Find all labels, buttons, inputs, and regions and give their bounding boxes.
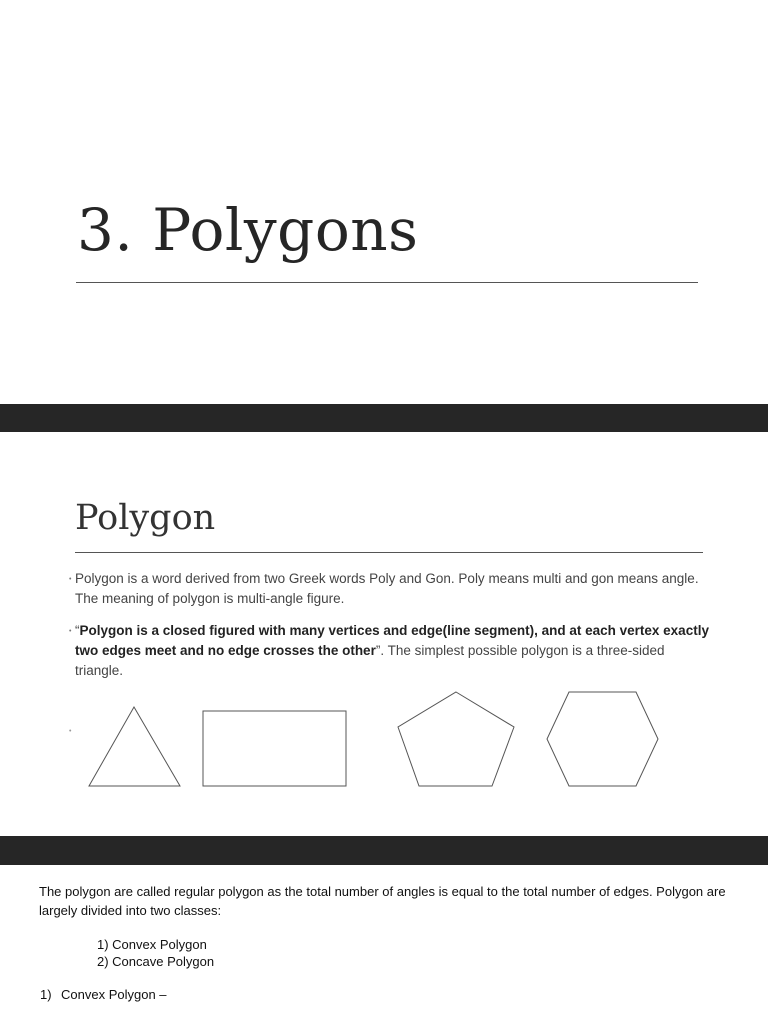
page-divider xyxy=(0,836,768,865)
title-underline xyxy=(75,552,703,553)
pentagon-shape xyxy=(398,692,514,786)
page-divider xyxy=(0,404,768,432)
list-item: 1) Convex Polygon xyxy=(97,937,207,952)
hexagon-shape xyxy=(547,692,658,786)
bullet-icon: • xyxy=(69,728,72,735)
polygon-classes-list xyxy=(97,936,214,970)
bullet-bold-text: Polygon is a closed figured with many vertices and edge(line segment), and at each vertex exactly two edges meet and no edge crosses the other xyxy=(75,623,709,658)
paragraph: The polygon are called regular polygon as the total number of angles is equal to the total number of edges. Polygon are largely divided into two classes: xyxy=(39,884,726,918)
bullet-icon: • xyxy=(69,628,72,635)
sub-heading-text: Convex Polygon – xyxy=(61,987,167,1002)
polygon-shapes xyxy=(0,682,768,802)
list-item: 2) Concave Polygon xyxy=(97,954,215,969)
open-quote: “ xyxy=(75,623,80,638)
bullet-text: ”. The simplest possible polygon is a three-sided triangle. xyxy=(75,643,665,678)
triangle-shape xyxy=(89,707,180,786)
slide-title: 3. Polygons xyxy=(77,196,419,264)
bullet-icon: • xyxy=(69,576,72,583)
sub-heading xyxy=(40,987,167,1002)
bullet-item xyxy=(69,621,715,681)
title-slide xyxy=(0,0,768,404)
title-underline xyxy=(76,282,698,283)
polygon-slide xyxy=(0,432,768,836)
text-page xyxy=(0,865,768,1024)
bullet-item xyxy=(69,569,715,609)
sub-heading-number: 1) xyxy=(40,987,52,1002)
rectangle-shape xyxy=(203,711,346,786)
bullet-text: Polygon is a word derived from two Greek words Poly and Gon. Poly means multi and gon means angle. The meaning of polygon is multi-angle figure. xyxy=(75,571,699,606)
slide-title: Polygon xyxy=(75,498,216,538)
